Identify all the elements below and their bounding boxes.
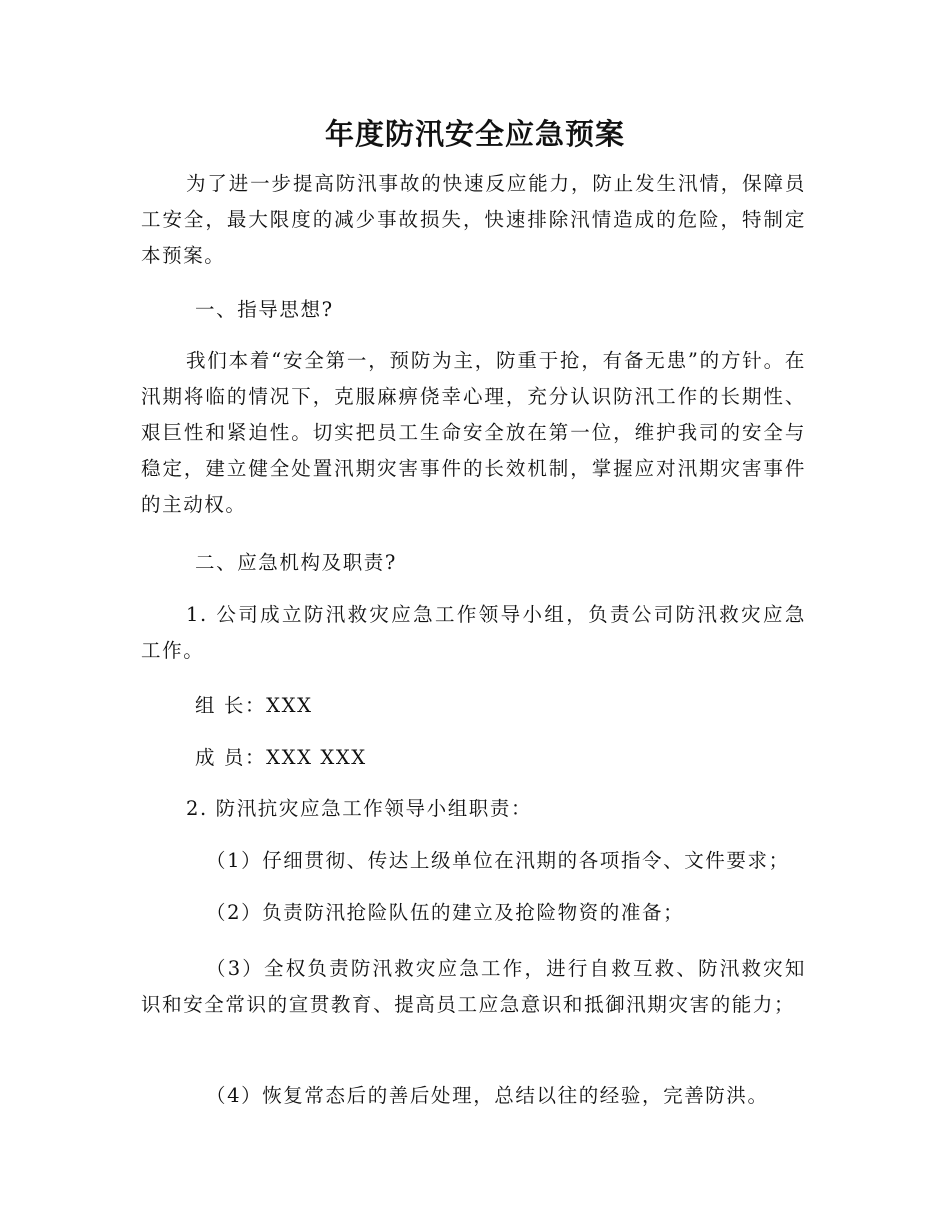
duty-item-1: （1）仔细贯彻、传达上级单位在汛期的各项指令、文件要求； (206, 849, 790, 872)
paragraph-intro: 为了进一步提高防汛事故的快速反应能力，防止发生汛情，保障员工安全，最大限度的减少事故损失，快速排除汛情造成的危险，特制定本预案。 (141, 172, 806, 267)
paragraph-guiding-ideology: 我们本着“安全第一，预防为主，防重于抢，有备无患”的方针。在汛期将临的情况下，克服麻痹侥幸心理，充分认识防汛工作的长期性、艰巨性和紧迫性。切实把员工生命安全放在第一位，维护我司的安全与稳定，建立健全处置汛期灾害事件的长效机制，掌握应对汛期灾害事件的主动权。 (141, 349, 806, 516)
document-title: 年度防汛安全应急预案 (324, 117, 625, 151)
paragraph-item-2: 2. 防汛抗灾应急工作领导小组职责： (186, 797, 533, 820)
section-heading-guiding-ideology: 一、指导思想? (195, 298, 334, 321)
team-leader-line: 组 长：XXX (195, 694, 313, 717)
duty-item-4: （4）恢复常态后的善后处理，总结以往的经验，完善防洪。 (206, 1084, 769, 1107)
duty-item-3: （3）全权负责防汛救灾应急工作，进行自救互救、防汛救灾知识和安全常识的宣贯教育、提高员工应急意识和抵御汛期灾害的能力； (141, 957, 806, 1016)
paragraph-item-1: 1. 公司成立防汛救灾应急工作领导小组，负责公司防汛救灾应急工作。 (141, 603, 806, 662)
duty-item-2: （2）负责防汛抢险队伍的建立及抢险物资的准备； (206, 901, 685, 924)
section-heading-emergency-organization: 二、应急机构及职责? (195, 551, 397, 574)
team-members-line: 成 员：XXX XXX (195, 746, 367, 769)
